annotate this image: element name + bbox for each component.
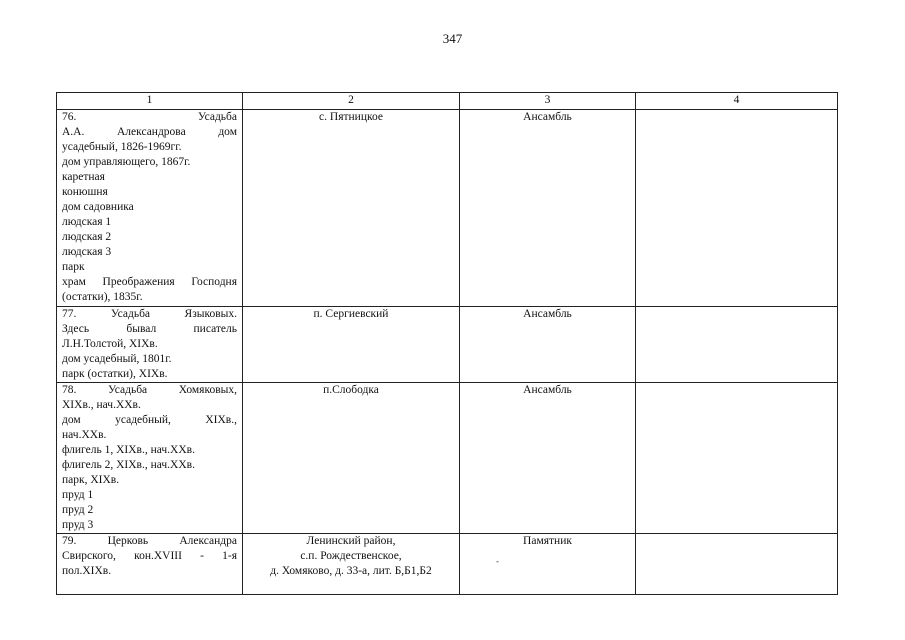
- table-row: [57, 307, 838, 383]
- name-line: А.А. Александрова дом: [62, 126, 237, 138]
- location-line: с. Пятницкое: [319, 111, 383, 123]
- location-cell: [243, 383, 460, 534]
- name-line: флигель 2, XIXв., нач.XXв.: [62, 459, 195, 471]
- category-cell: Ансамбль: [460, 307, 636, 383]
- stray-dash-mark: -: [496, 556, 499, 566]
- name-line: парк, XIXв.: [62, 474, 120, 486]
- name-line: Здесь бывал писатель: [62, 323, 237, 335]
- note-cell: [636, 307, 838, 383]
- object-name-cell: [57, 307, 243, 383]
- name-line: нач.XXв.: [62, 429, 107, 441]
- location-cell: [243, 110, 460, 307]
- name-line: пол.XIXв.: [62, 565, 112, 577]
- location-line: с.п. Рождественское,: [300, 550, 402, 562]
- name-line: 79. Церковь Александра: [62, 535, 237, 547]
- location-line: п.Слободка: [323, 384, 379, 396]
- category-cell: Ансамбль: [460, 110, 636, 307]
- name-line: 77. Усадьба Языковых.: [62, 308, 237, 320]
- column-header-2: 2: [243, 93, 460, 110]
- name-line: дом усадебный, 1801г.: [62, 353, 172, 365]
- location-line: п. Сергиевский: [313, 308, 389, 320]
- name-line: храм Преображения Господня: [62, 276, 237, 288]
- name-line: людская 1: [62, 216, 112, 228]
- location-line: д. Хомяково, д. 33-а, лит. Б,Б1,Б2: [270, 565, 432, 577]
- object-name-cell: [57, 110, 243, 307]
- page-number: 347: [442, 31, 463, 46]
- name-line: Л.Н.Толстой, XIXв.: [62, 338, 158, 350]
- name-line: пруд 3: [62, 519, 94, 531]
- name-line: каретная: [62, 171, 105, 183]
- name-line: XIXв., нач.XXв.: [62, 399, 141, 411]
- name-line: парк (остатки), XIXв.: [62, 368, 168, 380]
- name-line: дом управляющего, 1867г.: [62, 156, 191, 168]
- name-line: людская 3: [62, 246, 112, 258]
- table-row: [57, 383, 838, 534]
- name-line: конюшня: [62, 186, 108, 198]
- name-line: флигель 1, XIXв., нач.XXв.: [62, 444, 195, 456]
- location-cell: [243, 534, 460, 595]
- name-line: дом садовника: [62, 201, 134, 213]
- name-line: дом усадебный, XIXв.,: [62, 414, 237, 426]
- column-header-4: 4: [636, 93, 838, 110]
- name-line: людская 2: [62, 231, 112, 243]
- name-line: (остатки), 1835г.: [62, 291, 143, 303]
- note-cell: [636, 534, 838, 595]
- table-row: [57, 110, 838, 307]
- table-header-row: [57, 93, 838, 110]
- location-line: Ленинский район,: [306, 535, 396, 547]
- location-cell: [243, 307, 460, 383]
- heritage-registry-table: [56, 92, 838, 595]
- name-line: 76. Усадьба: [62, 111, 237, 123]
- name-line: 78. Усадьба Хомяковых,: [62, 384, 237, 396]
- note-cell: [636, 383, 838, 534]
- category-cell: Ансамбль: [460, 383, 636, 534]
- column-header-1: 1: [57, 93, 243, 110]
- table-row: [57, 534, 838, 595]
- name-line: пруд 1: [62, 489, 94, 501]
- name-line: пруд 2: [62, 504, 94, 516]
- name-line: усадебный, 1826-1969гг.: [62, 141, 182, 153]
- category-cell: Памятник: [460, 534, 636, 595]
- object-name-cell: [57, 383, 243, 534]
- name-line: парк: [62, 261, 85, 273]
- object-name-cell: [57, 534, 243, 595]
- name-line: Свирского, кон.XVIII - 1-я: [62, 550, 237, 562]
- column-header-3: 3: [460, 93, 636, 110]
- note-cell: [636, 110, 838, 307]
